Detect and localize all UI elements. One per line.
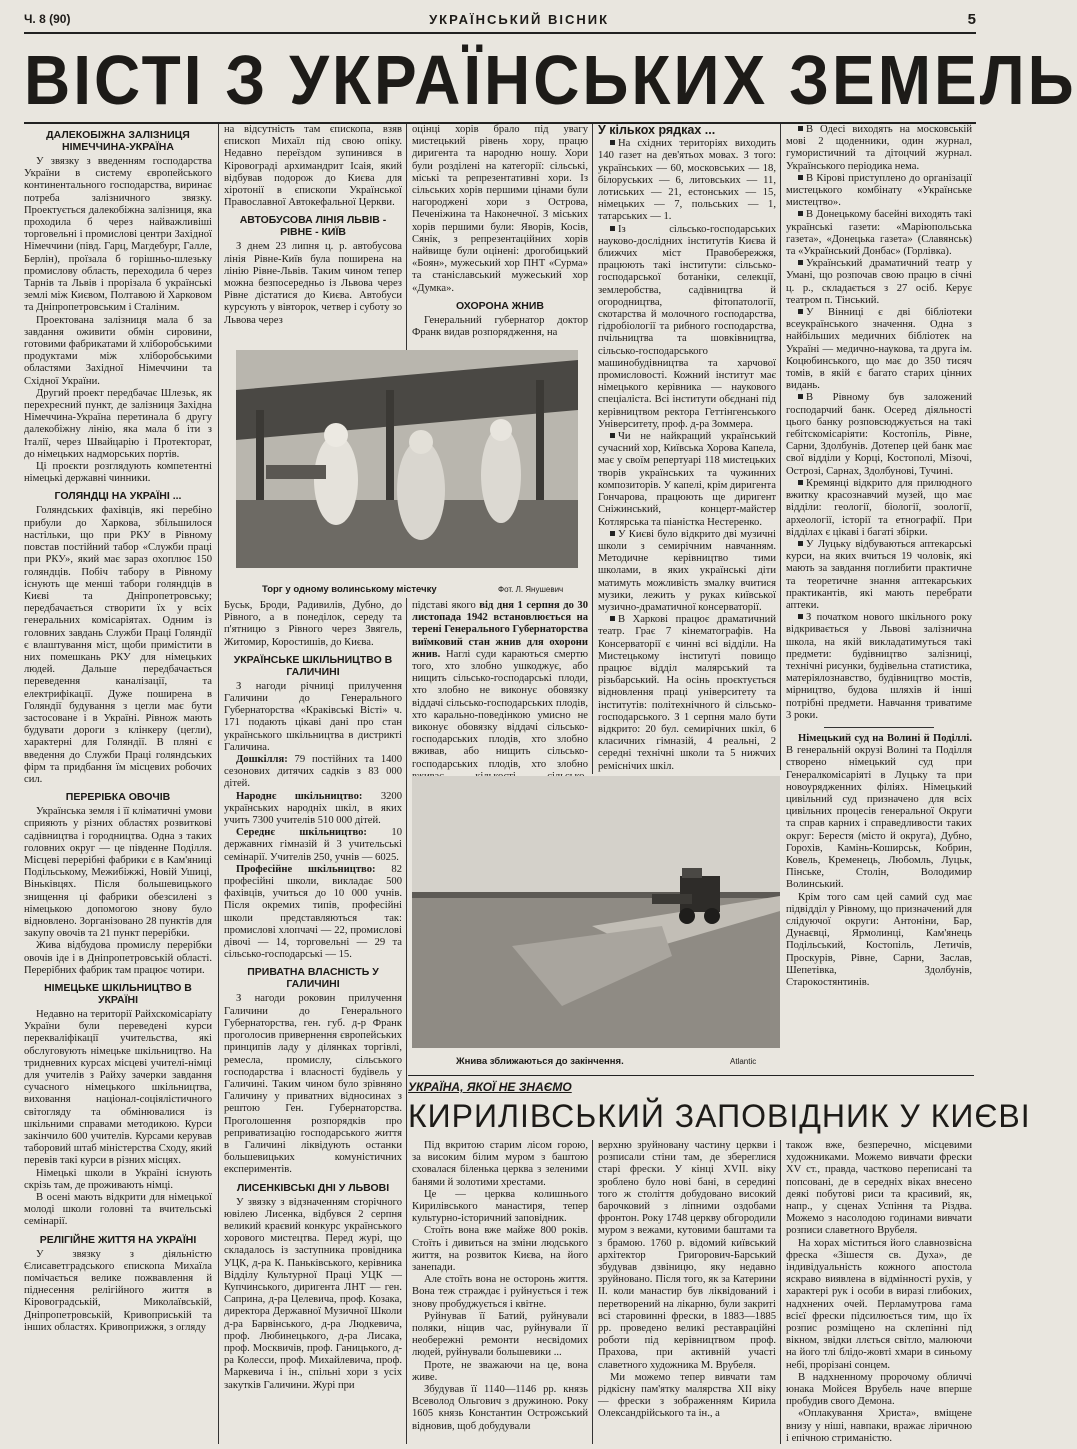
- article-text: Руйнував її Батий, руйнували поляки, ніщив час, руйнували її необережні ремонти несвідомих людей, руйнували большевики ...: [412, 1310, 588, 1359]
- article-text: «Оплакування Христа», вміщене внизу у ніші, навпаки, вражає ліричною і епічною стриманістю.: [786, 1408, 972, 1444]
- headline-german-court: Німецький суд на Волині й Поділлі.: [798, 732, 972, 744]
- article-text: У звязку з введенням господарства України в систему європейського континентального господарства, виринає потреба залізничного звязку. Проектується далекобіжна залізниця, яка проходила б через найважливіші торговельні і промислові центри Західної Німеччини (півд. Гарц, Магдебург, Галле, Берлін), проїзала б горішньо-шлезьку промислову область, переходила б через Тарнів та Львів і прорізала б українські землі між Києвом, Полтавою й Харковом та Дніпропетровським і Сталіним.: [24, 156, 212, 314]
- article-text: Ми можемо тепер вивчати там рідкісну пам'ятку малярства XII віку — фрески з зображенням Кирила Олександрійського та ін., а: [598, 1371, 776, 1420]
- column-2-bottom: [224, 600, 402, 1444]
- article-text: Збудував її 1140—1146 pp. князь Всеволод Ольгович з дружиною. Року 1605 князь Константин Острожський відновив, щоб добудували: [412, 1384, 588, 1432]
- brief-item: Кремянці відкрито для прилюдного вжитку красознавчий музей, що має відділи: геології, біології, зоології, археології, історії та етнографії. При відділах є цікаві і багаті збірки.: [786, 477, 972, 538]
- brief-item: Чи не найкращий український сучасний хор, Київська Хорова Капела, має у своїм репертуарі 118 мистецьких творів українських та чужинних композиторів. У капелі, крім диригента Гончарова, працюють ще диригент Сніжинський, концерт-майстер Котлярська та піаністка Нестеренко.: [598, 431, 776, 528]
- article-text: У звязку з діяльністю Єлисаветградського єпископа Михаїла помічається велике пожвавлення й піднесення релігійного життя в Кіровоградській, Миколаївській, Дніпропетровській, Кривоприській та інших областях. Кривоприжжя, з огляду: [24, 1248, 212, 1333]
- brief-item: В Донецькому басейні виходять такі українські газети: «Маріюпольська газета», «Донецька газета» (Славянськ) та «Український Донбас» (Горлівка).: [786, 209, 972, 258]
- harvest-photo-image: [412, 776, 780, 1048]
- stat-label: Дошкілля:: [236, 754, 288, 766]
- article-text: Крім того сам цей самий суд має підвідділ у Рівному, що призначений для слідуючої округи: Антоніни, Бар, Дунаєвці, Ярмолинці, Кам'янець Подільський, Костопіль, Летичів, Проскурів, Рівне, Сарни, Заслав, Шепетівка, Здолбунів, Старокостянтинів.: [786, 891, 972, 989]
- article-text: Проектована залізниця мала б за завдання оживити обмін сировини, готовими фабрикатами й хліборобськими продуктами між хліборобськими областями Західної Німеччини та Східної України.: [24, 314, 212, 387]
- stat-label: Середнє шкільництво:: [236, 827, 367, 839]
- bullet-icon: [798, 541, 803, 546]
- article-text-bold: від дня 1 серпня до 30 листопада 1942 встановлюється на терені Генерального Губернаторства виїмковий стан жнив для охорони жнив.: [412, 600, 588, 660]
- article-text: У звязку з відзначенням сторічного ювілею Лисенка, відбувся 2 серпня великий краєвий конкурс українського хорового мистецтва. Перед журі, що складалось із заступника провідника УЦК, д-ра К. Паньківського, керівника Відділу Культурної Праці УЦК — Купчинського, диригента ЛНТ — ген. Саприна, д-ра Целевича, проф. Козака, директора Державної Музичної Школи д-ра Барвінського, д-ра Людкевича, проф. Любинецького, д-ра Лисака, проф. Москвичів, проф. Ганицького, д-ра Колесси, проф. Михайлевича, проф. Маркевича і ін., спільні хори з усіх закутків Галичини. Журі при: [224, 1196, 402, 1391]
- photo-harvest: [412, 776, 780, 1048]
- article-text: На хорах міститься його славнозвісна фреска «Зішестя св. Духа», де індивідуальність кожного апостола яскраво виявлена в відмінності рухів, у характері рук і особи в виразі глибоких, надхнених очей. Перламутрова гама всієї фрески підсилюється тим, що їх розпис розміщено на склепінні під вікном, звідки ллється світло, малюючи на його тлі блідо-жовті хмари в синьому небі, прорізані сонцем.: [786, 1237, 972, 1371]
- photo-market: [236, 350, 578, 568]
- headline-vegetables: ПЕРЕРІБКА ОВОЧІВ: [65, 791, 171, 804]
- stat-label: Народнє шкільництво:: [236, 790, 363, 802]
- column-rule: [592, 1140, 593, 1444]
- bullet-icon: [798, 480, 803, 485]
- issue-number: Ч. 8 (90): [24, 12, 71, 26]
- headline-religion: РЕЛІГІЙНЕ ЖИТТЯ НА УКРАЇНІ: [39, 1233, 197, 1246]
- column-rule: [406, 124, 407, 364]
- stat-text: 10 державних гімназій й 3 учительські семінарії. Учителів 250, учнів — 6025.: [224, 827, 402, 863]
- headline-railway: ДАЛЕКОБІЖНА ЗАЛІЗНИЦЯ НІМЕЧЧИНА-УКРАЇНА: [46, 129, 190, 153]
- article-text: Голяндських фахівців, які перебіно прибули до Харкова, збільшилося настільки, що при РКУ в Рівному повстав постійний табор «Служби праці при РКУ», який має зараз охоплює 150 голяндців. Побіч табору в Рівному існують ще менші табори голяндців в Києві та Дніпропетровську; передбачається створити їх у всіх генеральних комісаріятах. Одним із головних завдань Служби Праці Голяндії є влаштування міст, щоби примістити в них помешкань РКУ для німецьких людей. Дальше передбачається переведення каналізації, та електрифікації. Дуже поширена в Голяндії будування з цегли має бути застосоване і в Україні. Рівнож мають будувати дороги з клінкеру (цегли), характерні для Голяндії. В пляні є введення до Служби Праці голяндських фірм та придбання їм місцевих робочих сил.: [24, 505, 212, 785]
- article-text: Проте, не зважаючи на це, вона живе.: [412, 1359, 588, 1383]
- brief-item: У Києві було відкрито дві музичні школи з семирічним навчанням. Методичне керівництво тими школами, в яких українські діти матимуть можливість змалку вчитися музики, лежить у руках київської музично-драматичної консерваторії.: [598, 528, 776, 613]
- bullet-icon: [610, 616, 615, 621]
- stat-label: Професійне шкільництво:: [236, 863, 376, 875]
- photo-harvest-credit: Atlantic: [730, 1057, 757, 1066]
- bullet-icon: [610, 226, 615, 231]
- kiev-column-2: [598, 1140, 776, 1444]
- stat-text: 82 професійні школи, викладає 500 фахівців, учиться до 10 000 учнів. Після окремих типів, професійні школи представляються так: промислові хлопчачі — 22, промислові дівочі — 14, торговельні — 29 та сільсько-господарські — 15.: [224, 863, 402, 961]
- article-text: підставі якого: [412, 600, 480, 611]
- headline-galicia-schools: УКРАЇНСЬКЕ ШКІЛЬНИЦТВО В ГАЛИЧИНІ: [233, 653, 393, 678]
- section-rule: [408, 1075, 974, 1076]
- photo-market-credit: Фот. Л. Янушевич: [498, 585, 564, 594]
- newspaper-name: УКРАЇНСЬКИЙ ВІСНИК: [429, 11, 610, 27]
- article-text: на відсутність там єпископа, взяв єпископ Михаїл під свою опіку. Недавно переїздом зупинився в Кіровограді архимандрит Ісаія, який відбував подорож до Києва для хіротонії в єпископи Української Православної Автокефальної Церкви.: [224, 124, 402, 209]
- brief-item: На східних територіях виходить 140 газет на дев'ятьох мовах. З того: українських — 60, московських — 18, білоруських — 6, литовських — 11, лотиських — 21, естонських — 15, німецьких — 7, польських — 1, татарських — 1.: [598, 138, 776, 223]
- headline-briefs: У кількох рядках ...: [598, 123, 716, 137]
- article-text: З нагоди роковин прилучення Галичини до Генерального Губернаторства, ген. губ. д-р Франк проголосив привернення європейських принципів ладу у ділянках торгівлі, ремесла, промислу, сільського господарства і власності будівель у Галичині. Таким чином було зрівняно Галичину у приватних відносинах з рештою Ген. Губернаторства. Проголошення розпорядків про реприватизацію господарського життя в Галичині ліквідують останки большевицьких комуністичних експериментів.: [224, 993, 402, 1176]
- article-text: З днем 23 липня ц. р. автобусова лінія Рівне-Київ була поширена на лінію Рівне-Львів. Таким чином тепер можна безпосередньо із Львова через Рівне дістатися до Києва. Автобуси курсують у вівторок, четвер і суботу зо Львова через: [224, 241, 402, 326]
- masthead: [24, 8, 976, 30]
- bullet-icon: [798, 126, 803, 131]
- brief-item: У Вінниці є дві бібліотеки всеукраїнського значення. Одна з найбільших медичних бібліотек на Україні — медично-наукова, та друга ім. Коцюбинського, що має до 350 тисяч томів, в якій є багато старих цінних видань.: [786, 307, 972, 392]
- article-text: Стоїть вона вже майже 800 років. Стоїть і дивиться на зміни людського життя, на розвиток Києва, на його занепади.: [412, 1225, 588, 1274]
- brief-item: З початком нового шкільного року відкривається у Львові залізнична школа, на якій викладатимуться такі предмети: будівництво залізниці, технічні рисунки, будівельна статистика, матеріялознавство, будівництво мостів, мірництво, будова шляхів й інші потрібні предмети. Навчання триватиме 3 роки.: [786, 612, 972, 721]
- brief-item: Із сільсько-господарських науково-дослідних інститутів Києва й ближчих міст Правобережжя, працюють такі інститути: сільсько-господарської ботаніки, селекції, землеробства, садівництва й огородництва, фітопатології, скотарства й молочного господарства, гідробіології та рибного господарства, пчільництва та шовківництва, сільсько-господарського машинобудівництва та харчової промисловості. Кожний інститут має німецького керівника — наукового спеціаліста. Всі інститути обєднані під керівництвом ректора Геттінгенського Університету, проф. д-ра Зоммера.: [598, 223, 776, 430]
- column-1: [24, 124, 212, 1444]
- headline-kyrylivsky: КИРИЛІВСЬКИЙ ЗАПОВІДНИК У КИЄВІ: [408, 1098, 1031, 1134]
- stat-text: 79 постійних та 1400 сезонових дитячих садків з 83 000 дітей.: [224, 754, 403, 790]
- column-3-bottom: [412, 600, 588, 772]
- column-rule: [218, 124, 219, 1444]
- article-text: Буськ, Броди, Радивилів, Дубно, до Рівного, а в понеділок, середу та п'ятницю з Рівного через Звягель, Житомир, Коростишів, до Києва.: [224, 600, 402, 648]
- article-text: З нагоди річниці прилучення Галичини до Генерального Губернаторства «Краківські Вісті» ч. 171 подають цікаві дані про стан українського шкільництва в дистрикті Галичина.: [224, 680, 402, 753]
- brief-item: У Луцьку відбуваються аптекарські курси, на яких вчиться 19 чоловік, які мають за завдання поглибити практичне та теоретичне знання аптекарських практикантів, які мають перебрати аптеки.: [786, 538, 972, 611]
- masthead-rule: [24, 32, 976, 34]
- column-rule: [780, 124, 781, 770]
- bullet-icon: [798, 309, 803, 314]
- brief-item: В Кірові приступлено до організації мистецького комбінату «Українське мистецтво».: [786, 172, 972, 209]
- headline-private-property: ПРИВАТНА ВЛАСНІСТЬ У ГАЛИЧИНІ: [247, 966, 379, 991]
- article-text: Але стоїть вона не осторонь життя. Вона теж страждає і руйнується і теж знову пробуджується і квітне.: [412, 1274, 588, 1310]
- article-text: Недавно на території Райхскомісаріату України були переведені курси перекваліфікації учительства, які обслуговують німецьке шкільництво. На тридневних курсах місцеві учителі-німці для учителів з Райху зачерки завдання сучасного німецького шкільництва, виховання націонал-соціялістичного світогляду та обмінювалися із шкільними справами методикою. Курси закінчило 600 учителів. Курсами керував таборовий штаб міністерства Сходу, який перевів такі курси в різних місцях.: [24, 1009, 212, 1167]
- article-text: Наглі суди караються смертю того, хто злобно ушкоджує, або нищить сільсько-господарські плоди, хто злобно не виконує обовязку віддачі сільсько-господарських плодів, хто карально-поведінкою умисно не виконує обовязку віддачі сільсько-господарських плодів, хто злобно вживав, або нищить сільсько-господарських плодів, хто злобно: [412, 648, 588, 770]
- photo-harvest-caption: Жнива зближаються до закінчення.: [456, 1056, 624, 1067]
- bullet-icon: [798, 211, 803, 216]
- bullet-icon: [798, 394, 803, 399]
- column-4-briefs: [598, 124, 776, 772]
- article-text: також вже, безперечно, місцевими художниками. Можемо вивчати фрески XV ст., правда, частково переписані та попсовані, де в середніх віках внесено деякі побутові риси та красивий, як, напр., у сценах Успіння та Різдва. Можемо з насолодою годинами вивчати розписи славетного Врубеля.: [786, 1140, 972, 1237]
- article-text: Ці проєкти розглядують компетентні німецькі державні чинники.: [24, 461, 212, 485]
- article-text: верхню зруйновану частину церкви і розписали стіни там, де збереглися старі фрески. У кінці XVII. віку зроблено було нові бані, в середині того ж століття добудовано високий барочковий з ліпними оздобами фронтон. Року 1748 церкву обгородили муром з вежами, кутовими баштами та з брамою. 1760 р. відомий київський архітектор Григорович-Барський збудував дзвіницю, яку недавно зруйновано. Після того, як за Катерини II. коли манастир був ліквідований і перетворений на лікарню, були закриті всі старовинні фрески, в 1883—1885 рр. проведено великі реставраційні роботи під керівництвом проф. Прахова, при активній участі славетного художника М. Врубеля.: [598, 1140, 776, 1371]
- bullet-icon: [610, 531, 615, 536]
- headline-german-schools: НІМЕЦЬКЕ ШКІЛЬНИЦТВО В УКРАЇНІ: [44, 982, 192, 1006]
- column-2-top: [224, 124, 402, 346]
- column-rule: [592, 124, 593, 774]
- article-text: оцінці хорів брало під увагу мистецький рівень хору, працю диригента та народню ношу. Хори були розділені на категорії: сільські, міські та репрезентативні хори. Із сільських хорів першими цінами були нагороджені хори з Острова, Печеніжина та Наконечної. З міських хорів першими були: Яворів, Косів, Сянік, з репрезентаційних хорів найвище були оцінені: дрогобицький «Боян», мужеський хор ПНТ «Сурма» та станіславський мужеський хор «Думка».: [412, 124, 588, 294]
- article-text: Другий проект передбачає Шлезьк, як перехресний пункт, де залізниця Західна Німеччина-Україна перетинала б другу далекобіжну лінію, яка мала б іти з Італії, через Швайцарію і Протекторат, до німецьких надморських портів.: [24, 387, 212, 460]
- article-text: Німецькі школи в Україні існують скрізь там, де проживають німці.: [24, 1167, 212, 1191]
- headline-lysenko-days: ЛИСЕНКІВСЬКІ ДНІ У ЛЬВОВІ: [236, 1181, 390, 1194]
- column-rule: [406, 598, 407, 1444]
- article-text: Генеральний губернатор доктор Франк видав розпорядження, на: [412, 314, 588, 339]
- article-text: Українська земля і її кліматичні умови сприяють у різних областях розвиткові садівництва і городництва. Одна з таких головних округ — це південне Поділля. Місцеві перерібні фабрики є в Кам'яниці Подільському, Межибіжжі, Новій Ушиці, Віньківцях. Після большевицького знищення ці фабрики обезсилені з німецькою допомогою знову було відновлено. Зорганізовано 28 пунктів для закупу овочів та 21 пункт перерібки.: [24, 806, 212, 940]
- headline-harvest-protection: ОХОРОНА ЖНИВ: [456, 299, 544, 312]
- market-photo-image: [236, 350, 578, 568]
- column-5: [786, 124, 972, 1074]
- headline-bus-line: АВТОБУСОВА ЛІНІЯ ЛЬВІВ - РІВНЕ - КИЇВ: [239, 214, 387, 239]
- brief-item: В Одесі виходять на московській мові 2 щоденники, один журнал, гумористичний та дітоцчий журнал. Українського періодика нема.: [786, 124, 972, 172]
- brief-item: В Харкові працює драматичний театр. Грає 7 кінематографів. На Консерваторії є чинні всі відділи. На Мистецькому інституті повищо працює відділ малярський та різьбарський. На осінь проєктується відновлення праці університету та інститутів: політехнічного й сільсько-господарського. З 1 серпня мало бути відкрито: 20 бул. семирічних шкіл, 6 класичних гімназій, 4 реальні, 2 середні технічні школи та 5 нижчих реміснічих шкіл.: [598, 614, 776, 772]
- kiev-column-1: [412, 1140, 588, 1444]
- photo-market-caption: Торг у одному волинському містечку: [262, 584, 437, 595]
- divider: [824, 727, 934, 728]
- bullet-icon: [798, 614, 803, 619]
- page-banner-headline: ВІСТІ З УКРАЇНСЬКИХ ЗЕМЕЛЬ: [24, 41, 1077, 119]
- bullet-icon: [798, 175, 803, 180]
- column-rule: [780, 1140, 781, 1444]
- bullet-icon: [610, 140, 615, 145]
- page-number: 5: [967, 10, 976, 28]
- kicker-label: УКРАЇНА, ЯКОЇ НЕ ЗНАЄМО: [408, 1080, 572, 1094]
- article-text: В генеральній окрузі Волині та Поділля створено німецький суд при Генералкомісаріяті в Луцьку та при новоурядженних філіях. Німецький цивільний суд призначено для всіх цивільних процесів генеральної Округи та справ карних і справедливости таких округ: Берестя (місто й округа), Дубно, Горохів, Камінь-Коширськ, Кобрин, Ковель, Кременець, Любомль, Луцьк, Пінське, Столін, Володимир Волинський.: [786, 745, 972, 891]
- article-text: В надхненному пророчому обличчі юнака Мойсея Врубель наче вперше пробудив свого Демона.: [786, 1371, 972, 1408]
- article-text: Жива відбудова промислу перерібки овочів іде і в Дніпропетровській області. Перерібних фабрик там працює чотири.: [24, 940, 212, 976]
- article-text: Під вкритою старим лісом горою, за високим білим муром з баштою сховалася біленька церква з зеленими банями й золотими хрестами.: [412, 1140, 588, 1188]
- kiev-column-3: [786, 1140, 972, 1444]
- brief-item: В Рівному був заложений господарчий банк. Осеред діяльності цього банку розповсюджується на такі гебітскомісаріяти: Костопіль, Рівне, Сарни, Здолбунів. Дотепер цей банк має свої відділи у Корці, Костополі, Мізочі, Острозі, Сарнах, Здолбунові, Тучині.: [786, 392, 972, 477]
- brief-item: Український драматичний театр у Умані, що розпочав свою працю в січні ц. р., складається з 27 осіб. Керує театром п. Тінський.: [786, 258, 972, 306]
- column-3-top: [412, 124, 588, 346]
- article-text: Це — церква колишнього Кирилівського манастиря, тепер культурно-історичний заповідник.: [412, 1188, 588, 1225]
- bullet-icon: [798, 260, 803, 265]
- stat-text: 3200 українських народніх шкіл, в яких учить 7300 учителів 510 000 дітей.: [224, 790, 402, 827]
- article-text: В осені мають відкрити для німецької молоді школи головні та вчительські семінарії.: [24, 1192, 212, 1228]
- headline-dutch: ГОЛЯНДЦІ НА УКРАЇНІ ...: [54, 490, 182, 503]
- bullet-icon: [610, 433, 615, 438]
